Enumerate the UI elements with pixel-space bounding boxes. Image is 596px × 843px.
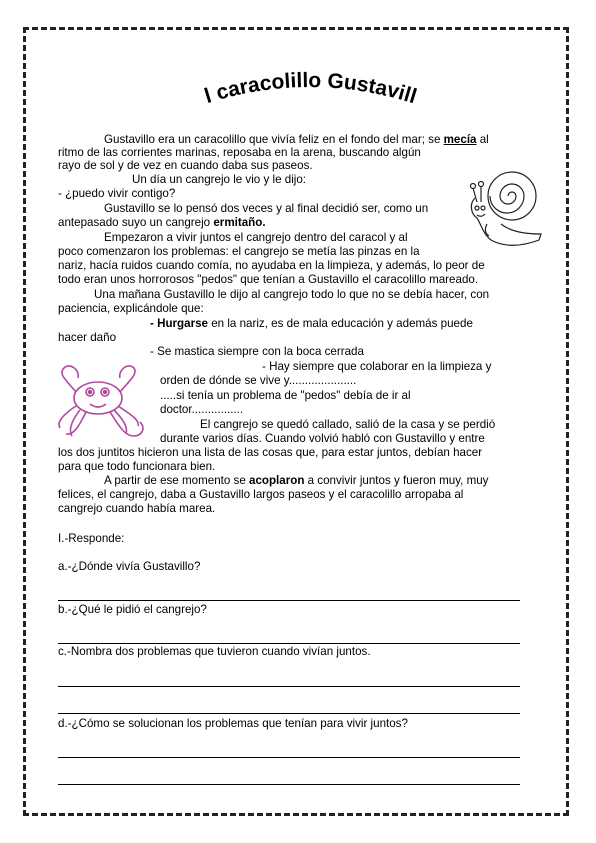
answer-line-c1[interactable]	[58, 686, 520, 687]
rule-line: - Hurgarse en la nariz, es de mala educación y además puede	[150, 317, 473, 330]
story-line: Gustavillo era un caracolillo que vivía feliz en el fondo del mar; se mecía al	[104, 133, 489, 146]
story-line: El cangrejo se quedó callado, salió de la casa y se perdió	[200, 418, 496, 431]
story-line: todo eran unos horrorosos "pedos" que tenían a Gustavillo el caracolillo mareado.	[58, 273, 479, 286]
question-a: a.-¿Dónde vivía Gustavillo?	[58, 560, 201, 573]
question-d: d.-¿Cómo se solucionan los problemas que tenían para vivir juntos?	[58, 717, 408, 730]
answer-line-a[interactable]	[58, 600, 520, 601]
story-line: Empezaron a vivir juntos el cangrejo dentro del caracol y al	[104, 231, 408, 244]
title-text: El caracolillo Gustavillo	[192, 44, 420, 109]
worksheet-title	[192, 44, 420, 112]
story-line: Una mañana Gustavillo le dijo al cangrejo todo lo que no se debía hacer, con	[94, 288, 490, 301]
answer-line-d2[interactable]	[58, 784, 520, 785]
rule-line: hacer daño	[58, 331, 117, 344]
story-line: para que todo funcionara bien.	[58, 460, 216, 473]
story-line: Gustavillo se lo pensó dos veces y al final decidió ser, como un	[104, 202, 429, 215]
story-line: poco comenzaron los problemas: el cangrejo se metía las pinzas en la	[58, 245, 420, 258]
rule-line: - Hay siempre que colaborar en la limpieza y	[262, 360, 492, 373]
story-line: durante varios días. Cuando volvió habló con Gustavillo y entre	[160, 432, 485, 445]
questions-header: I.-Responde:	[58, 532, 125, 545]
vocab-hurgarse: - Hurgarse	[150, 317, 208, 330]
story-line: ritmo de las corrientes marinas, reposaba en la arena, buscando algún	[58, 146, 421, 159]
story-line: antepasado suyo un cangrejo ermitaño.	[58, 216, 266, 229]
answer-line-c2[interactable]	[58, 713, 520, 714]
answer-line-d1[interactable]	[58, 757, 520, 758]
story-line: - ¿puedo vivir contigo?	[58, 187, 176, 200]
answer-line-b[interactable]	[58, 643, 520, 644]
story-line: cangrejo cuando había marea.	[58, 502, 216, 515]
story-line: A partir de ese momento se acoplaron a convivir juntos y fueron muy, muy	[104, 474, 489, 487]
vocab-ermitano: ermitaño.	[213, 216, 266, 229]
story-line: Un día un cangrejo le vio y le dijo:	[132, 173, 307, 186]
snail-illustration	[465, 160, 545, 255]
rule-line: orden de dónde se vive y.....................	[160, 374, 357, 387]
vocab-acoplaron: acoplaron	[249, 474, 305, 487]
story-line: nariz, hacía ruidos cuando comía, no ayudaba en la limpieza, y además, lo peor de	[58, 259, 485, 272]
story-line: paciencia, explicándole que:	[58, 302, 204, 315]
rule-line: .....si tenía un problema de "pedos" debía de ir al	[160, 389, 411, 402]
crab-illustration	[50, 362, 158, 444]
story-line: felices, el cangrejo, daba a Gustavillo largos paseos y el caracolillo arropaba al	[58, 488, 464, 501]
rule-line: - Se mastica siempre con la boca cerrada	[150, 345, 364, 358]
story-line: los dos juntitos hicieron una lista de las cosas que, para estar juntos, debían hacer	[58, 446, 483, 459]
story-line: rayo de sol y de vez en cuando daba sus paseos.	[58, 159, 313, 172]
question-c: c.-Nombra dos problemas que tuvieron cuando vivían juntos.	[58, 645, 371, 658]
question-b: b.-¿Qué le pidió el cangrejo?	[58, 603, 207, 616]
vocab-mecia: mecía	[443, 133, 477, 146]
rule-line: doctor................	[160, 403, 244, 416]
